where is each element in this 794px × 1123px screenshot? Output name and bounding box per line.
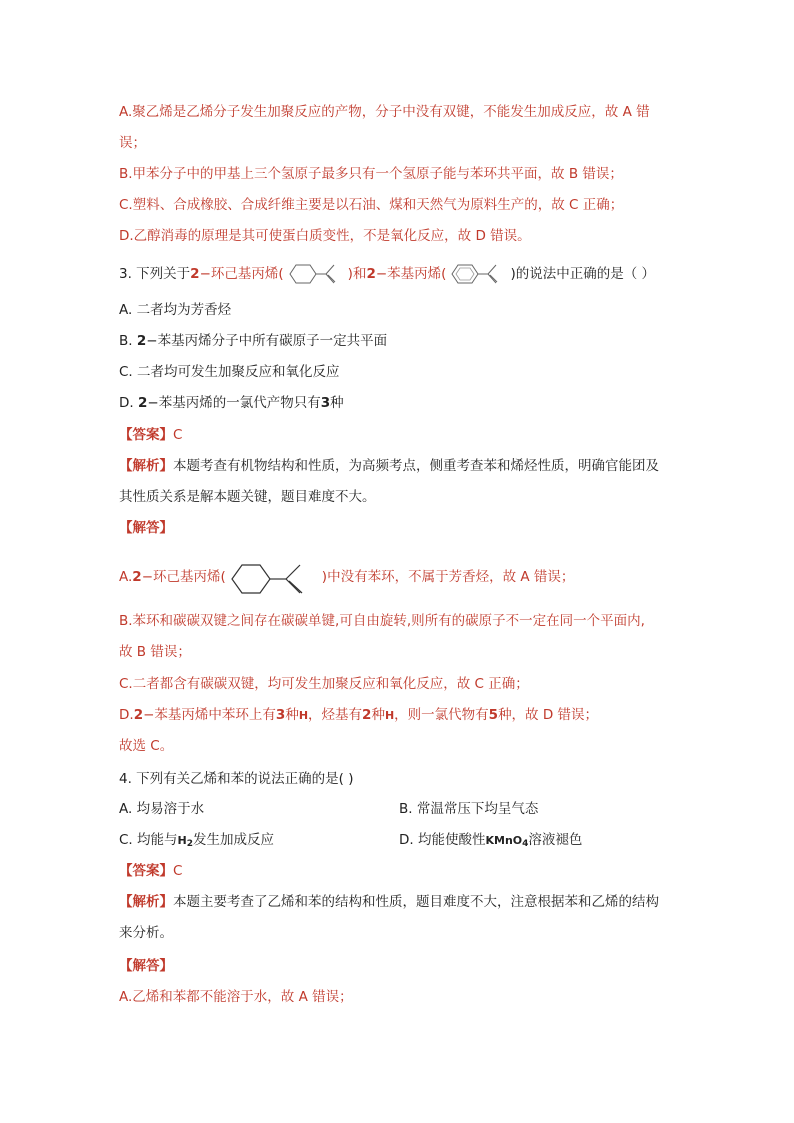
q3-solution-a: A.2−环己基丙烯( )中没有苯环，不属于芳香烃，故 A 错误； — [119, 557, 574, 597]
q3-analysis: 【解析】本题考查有机物结构和性质，为高频考点，侧重考查苯和烯烃性质，明确官能团及 — [119, 458, 659, 474]
q4-analysis-cont: 来分析。 — [119, 925, 173, 941]
analysis-tag: 【解析】 — [119, 458, 173, 474]
q4-solution-a: A.乙烯和苯都不能溶于水，故 A 错误； — [119, 989, 353, 1005]
q4-option-b: B. 常温常压下均呈气态 — [399, 801, 539, 817]
explanation-a-cont: 误； — [119, 135, 146, 151]
q4-analysis: 【解析】本题主要考查了乙烯和苯的结构和性质，题目难度不大，注意根据苯和乙烯的结构 — [119, 894, 659, 910]
question-4-stem: 4. 下列有关乙烯和苯的说法正确的是( ) — [119, 771, 354, 787]
q3-and: )和 — [347, 266, 367, 282]
q3-choose: 故选 C。 — [119, 738, 174, 754]
q3-stem-suffix: )的说法中正确的是（ ） — [510, 266, 656, 282]
q4-answer: 【答案】C — [119, 863, 183, 879]
q3-solution-d: D.2−苯基丙烯中苯环上有3种H，烃基有2种H，则一氯代物有5种，故 D 错误； — [119, 707, 599, 723]
explanation-b: B.甲苯分子中的甲基上三个氢原子最多只有一个氢原子能与苯环共平面，故 B 错误； — [119, 166, 623, 182]
q3-name1-text: −环己基丙烯( — [199, 266, 284, 282]
q3-solution-b-cont: 故 B 错误； — [119, 644, 191, 660]
explanation-a: A.聚乙烯是乙烯分子发生加聚反应的产物，分子中没有双键，不能发生加成反应，故 A 错 — [119, 104, 650, 120]
q3-name2-number: 2 — [366, 266, 376, 282]
answer-tag: 【答案】 — [119, 427, 173, 443]
explanation-c: C.塑料、合成橡胶、合成纤维主要是以石油、煤和天然气为原料生产的，故 C 正确； — [119, 197, 624, 213]
q3-answer — [119, 426, 182, 444]
answer-value: C — [173, 427, 183, 443]
q4-option-a: A. 均易溶于水 — [119, 801, 205, 817]
q3-option-d: D. 2−苯基丙烯的一氯代产物只有3种 — [119, 395, 344, 411]
q3-solution-c: C.二者都含有碳碳双键，均可发生加聚反应和氧化反应，故 C 正确； — [119, 676, 529, 692]
q3-name1-number: 2 — [190, 266, 200, 282]
q3-solution-tag: 【解答】 — [119, 520, 173, 536]
q3-option-c: C. 二者均可发生加聚反应和氧化反应 — [119, 364, 340, 380]
explanation-d: D.乙醇消毒的原理是其可使蛋白质变性，不是氧化反应，故 D 错误。 — [119, 228, 531, 244]
q4-solution-tag: 【解答】 — [119, 958, 173, 974]
q3-solution-b: B.苯环和碳碳双键之间存在碳碳单键,可自由旋转,则所有的碳原子不一定在同一个平面内, — [119, 613, 645, 629]
q4-option-c: C. 均能与$H_2$发生加成反应 — [119, 832, 274, 849]
q3-stem-prefix: 3. 下列关于 — [119, 266, 191, 282]
q3-option-b: B. 2−苯基丙烯分子中所有碳原子一定共平面 — [119, 333, 388, 349]
cyclohexyl-propene-structure — [284, 262, 348, 286]
q4-option-d: D. 均能使酸性KMnO$_4$溶液褪色 — [399, 832, 583, 849]
q3-name2-text: −苯基丙烯( — [375, 266, 447, 282]
question-3-stem — [119, 262, 655, 286]
phenyl-propene-structure — [446, 262, 510, 286]
q3-analysis-cont: 其性质关系是解本题关键，题目难度不大。 — [119, 489, 376, 505]
cyclohexyl-propene-large-structure — [226, 557, 322, 597]
q3-option-a: A. 二者均为芳香烃 — [119, 302, 232, 318]
